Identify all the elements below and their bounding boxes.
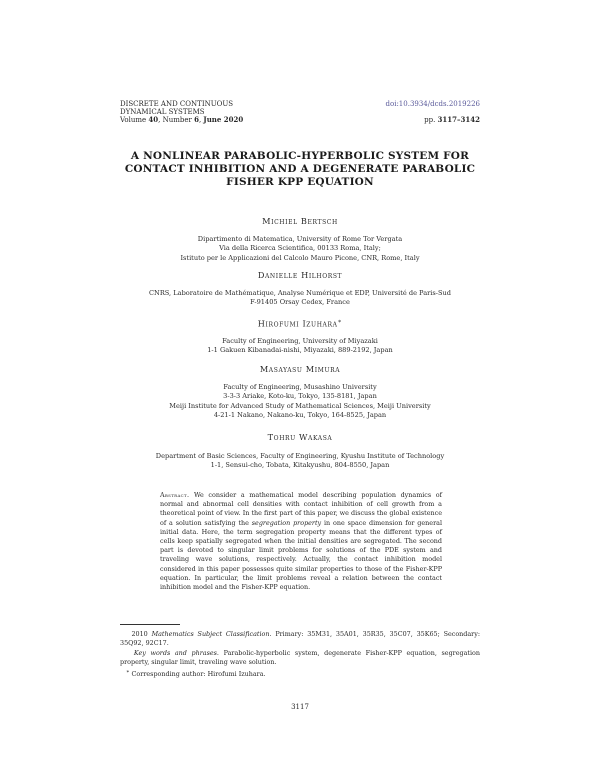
page-number: 3117 <box>291 703 309 711</box>
abstract: Abstract. We consider a mathematical model describing population dynamics of normal and abnormal cell densities with contact inhibition of cell growth from a theoretical point of view. In the first part of this paper, we discuss the global existence of a solution satisfying the segregation property in one space dimension for general initial data. Here, the term segregation property means that the different types of cells keep spatially segregated when the initial densities are segregated. The second part is devoted to singular limit problems for solutions of the PDE system and traveling wave solutions, respectively. Actually, the contact inhibition model considered in this paper possesses quite similar properties to those of the Fisher-KPP equation. In particular, the limit problems reveal a relation between the contact inhibition model and the Fisher-KPP equation. <box>160 491 442 592</box>
page-range: pp. 3117–3142 <box>424 115 480 124</box>
journal-name-line2: DYNAMICAL SYSTEMS <box>120 108 205 116</box>
author-affiliation: CNRS, Laboratoire de Mathématique, Analyse Numérique et EDP, Université de Paris-Sud F-91405 Orsay Cedex, France <box>149 289 451 307</box>
msc-footnote: 2010 Mathematics Subject Classification. Primary: 35M31, 35A01, 35R35, 35C07, 35K65; Secondary: 35Q92, 92C17. <box>120 630 481 648</box>
issue-number: 6 <box>194 115 199 124</box>
author-name: Masayasu Mimura <box>259 364 341 374</box>
journal-name-line1: DISCRETE AND CONTINUOUS <box>120 100 234 108</box>
author-affiliation: Faculty of Engineering, University of Miyazaki 1-1 Gakuen Kibanadai-nishi, Miyazaki, 889-2192, Japan <box>207 337 393 355</box>
author-name: Tohru Wakasa <box>267 432 333 442</box>
author-name: Hirofumi Izuhara∗ <box>257 318 343 329</box>
issue-date: June 2020 <box>203 115 244 124</box>
author-affiliation: Faculty of Engineering, Musashino University 3-3-3 Ariake, Koto-ku, Tokyo, 135-8181, Japan Meiji Institute for Advanced Study of Mathematical Sciences, Meiji University 4-21-1 Nakano, Nakano-ku, Tokyo, 164-8525, Japan <box>169 383 431 420</box>
author-name: Michiel Bertsch <box>262 216 338 226</box>
corresponding-author-mark: ∗ <box>337 318 343 325</box>
author-name: Danielle Hilhorst <box>257 270 343 280</box>
doi-link[interactable]: doi:10.3934/dcds.2019226 <box>385 100 480 108</box>
paper-title <box>0 150 600 189</box>
title-line-2: CONTACT INHIBITION AND A DEGENERATE PARABOLIC <box>124 163 476 175</box>
author-affiliation: Dipartimento di Matematica, University of Rome Tor Vergata Via della Ricerca Scientifica, 00133 Roma, Italy; Istituto per le Applicazioni del Calcolo Mauro Picone, CNR, Rome, Italy <box>180 235 420 262</box>
corresponding-author-footnote: ∗ Corresponding author: Hirofumi Izuhara. <box>126 669 266 679</box>
author-affiliation: Department of Basic Sciences, Faculty of Engineering, Kyushu Institute of Technology 1-1, Sensui-cho, Tobata, Kitakyushu, 804-8550, Japan <box>155 452 445 470</box>
journal-header <box>120 100 243 124</box>
footnote-rule <box>120 624 180 625</box>
title-line-1: A NONLINEAR PARABOLIC-HYPERBOLIC SYSTEM FOR <box>130 150 470 162</box>
abstract-label: Abstract. <box>160 491 190 499</box>
title-line-3: FISHER KPP EQUATION <box>226 176 374 188</box>
volume-info: Volume 40, Number 6, June 2020 <box>120 115 244 124</box>
keywords-footnote: Key words and phrases. Parabolic-hyperbolic system, degenerate Fisher-KPP equation, segregation property, singular limit, traveling wave solution. <box>120 649 480 667</box>
volume-number: 40 <box>148 115 159 124</box>
segregation-property-term: segregation property <box>251 518 322 527</box>
